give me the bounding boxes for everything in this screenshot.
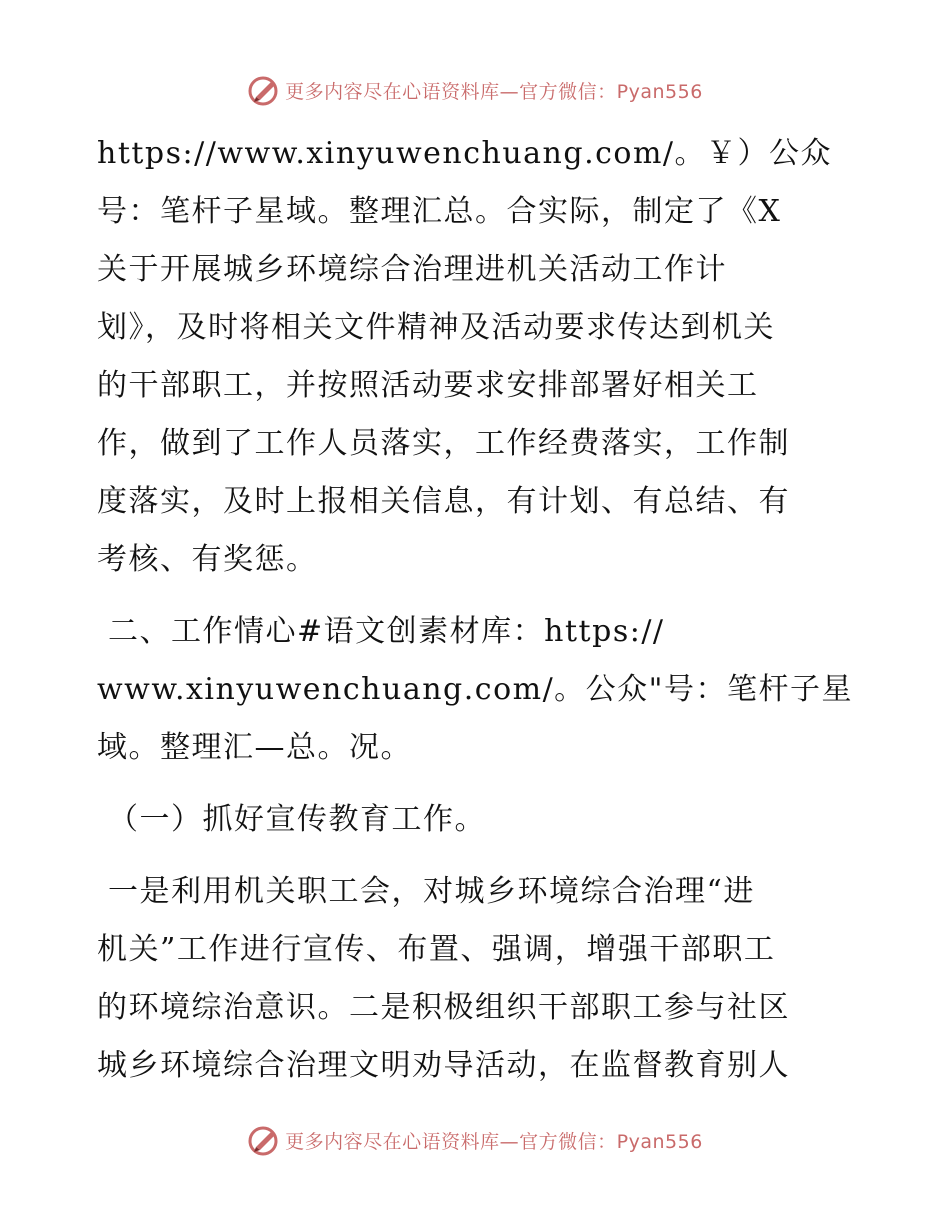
text-line: 号：笔杆子星域。整理汇总。合实际，制定了《X	[97, 194, 782, 229]
section-heading-2	[97, 603, 857, 777]
text-line: （一）抓好宣传教育工作。	[97, 802, 487, 837]
paragraph-4	[97, 863, 857, 1095]
paragraph-1	[97, 125, 857, 589]
text-line: https://www.xinyuwenchuang.com/。￥）公众	[97, 136, 833, 171]
footer-banner	[0, 1120, 950, 1160]
text-line: 的环境综治意识。二是积极组织干部职工参与社区	[97, 990, 790, 1025]
pen-circle-icon	[247, 1123, 281, 1157]
text-line: www.xinyuwenchuang.com/。公众"号：笔杆子星	[97, 672, 853, 707]
text-line: 考核、有奖惩。	[97, 542, 318, 577]
text-line: 度落实，及时上报相关信息，有计划、有总结、有	[97, 484, 790, 519]
header-banner	[0, 70, 950, 110]
banner-text: 更多内容尽在心语资料库—官方微信：Pyan556	[285, 1130, 703, 1153]
text-line: 城乡环境综合治理文明劝导活动，在监督教育别人	[97, 1048, 790, 1083]
text-line: 一是利用机关职工会，对城乡环境综合治理“进	[97, 874, 755, 909]
text-line: 二、工作情心#语文创素材库：https://	[97, 614, 665, 649]
text-line: 作，做到了工作人员落实，工作经费落实，工作制	[97, 426, 790, 461]
text-line: 机关”工作进行宣传、布置、强调，增强干部职工	[97, 932, 776, 967]
text-line: 的干部职工，并按照活动要求安排部署好相关工	[97, 368, 759, 403]
text-line: 关于开展城乡环境综合治理进机关活动工作计	[97, 252, 727, 287]
banner-text: 更多内容尽在心语资料库—官方微信：Pyan556	[285, 80, 703, 103]
text-line: 划》，及时将相关文件精神及活动要求传达到机关	[97, 310, 775, 345]
text-line: 域。整理汇—总。况。	[97, 730, 412, 765]
pen-circle-icon	[247, 73, 281, 107]
subheading-1	[97, 791, 857, 849]
document-body	[97, 125, 857, 1095]
